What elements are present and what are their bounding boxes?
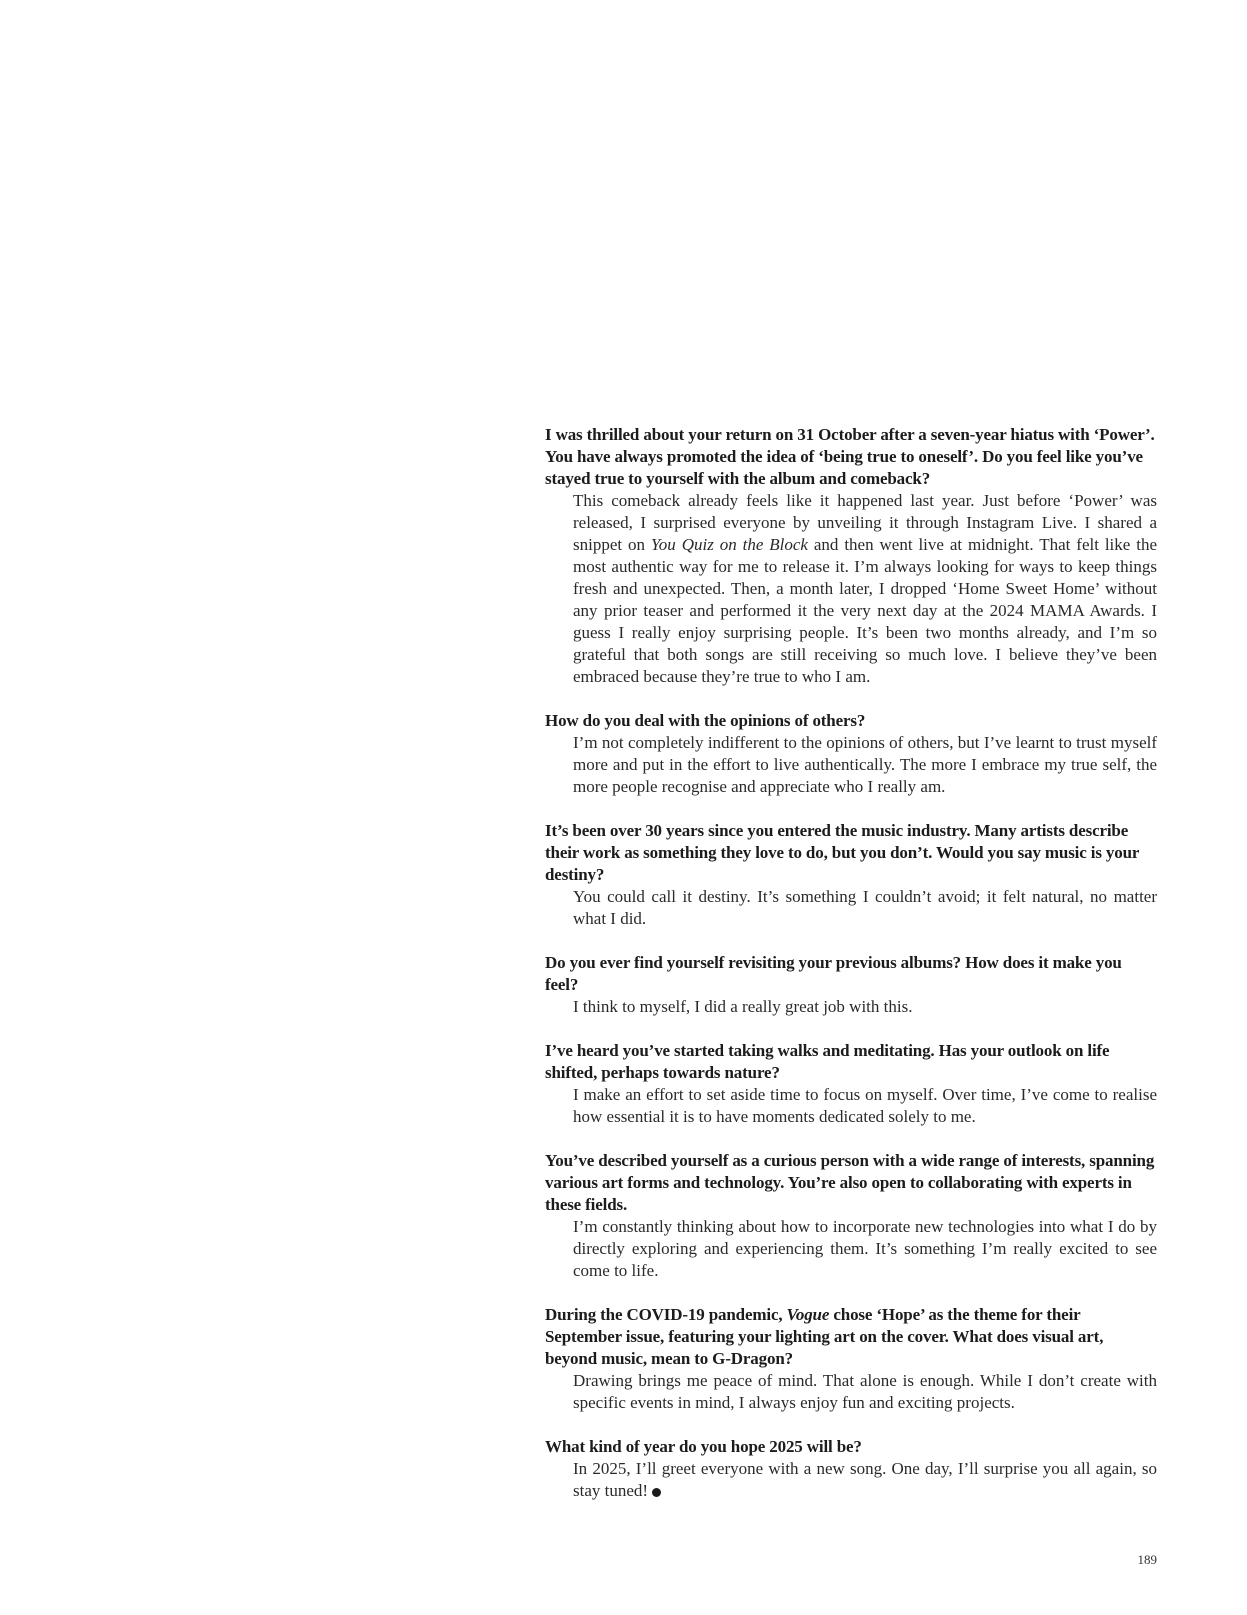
answer: I’m not completely indifferent to the opinions of others, but I’ve learnt to trust myself more and put in the effort to live authentically. The more I embrace my true self, the more people recognise and appreciate who I really am. <box>573 733 1157 796</box>
end-mark-icon <box>652 1488 661 1497</box>
question: How do you deal with the opinions of others? <box>545 711 866 730</box>
magazine-title: Vogue <box>786 1305 830 1324</box>
answer: I’m constantly thinking about how to incorporate new technologies into what I do by directly exploring and experiencing them. It’s something I’m really excited to see come to life. <box>573 1217 1157 1280</box>
qa-block <box>545 424 1157 688</box>
qa-block <box>545 952 1157 1018</box>
question <box>545 1304 1157 1370</box>
answer: Drawing brings me peace of mind. That alone is enough. While I don’t create with specific events in mind, I always enjoy fun and exciting projects. <box>573 1371 1157 1412</box>
qa-block <box>545 820 1157 930</box>
question: You’ve described yourself as a curious person with a wide range of interests, spanning various art forms and technology. You’re also open to collaborating with experts in these fields. <box>545 1151 1155 1214</box>
qa-block <box>545 1150 1157 1282</box>
question: It’s been over 30 years since you entered the music industry. Many artists describe their work as something they love to do, but you don’t. Would you say music is your destiny? <box>545 821 1139 884</box>
interview-article <box>545 424 1157 1524</box>
page-number: 189 <box>1137 1552 1157 1567</box>
question-text: chose ‘Hope’ as the theme for their September issue, featuring your lighting art on the cover. What does visual art, beyond music, mean to G-Dragon? <box>545 1305 1104 1368</box>
answer: I think to myself, I did a really great job with this. <box>573 997 913 1016</box>
qa-block <box>545 1304 1157 1414</box>
answer-text: and then went live at midnight. That felt like the most authentic way for me to release it. I’m always looking for ways to keep things fresh and unexpected. Then, a month later, I dropped ‘Home Sweet Home’ without any prior teaser and performed it the very next day at the 2024 MAMA Awards. I guess I really enjoy surprising people. It’s been two months already, and I’m so grateful that both songs are still receiving so much love. I believe they’ve been embraced because they’re true to who I am. <box>573 535 1157 686</box>
question-text: During the COVID-19 pandemic, <box>545 1305 787 1324</box>
show-title: You Quiz on the Block <box>650 535 808 554</box>
answer <box>573 490 1157 688</box>
qa-block <box>545 710 1157 798</box>
answer: You could call it destiny. It’s something I couldn’t avoid; it felt natural, no matter what I did. <box>573 887 1157 928</box>
qa-block <box>545 1436 1157 1502</box>
question: What kind of year do you hope 2025 will be? <box>545 1437 862 1456</box>
answer: I make an effort to set aside time to focus on myself. Over time, I’ve come to realise how essential it is to have moments dedicated solely to me. <box>573 1085 1157 1126</box>
question: I was thrilled about your return on 31 October after a seven-year hiatus with ‘Power’. You have always promoted the idea of ‘being true to oneself’. Do you feel like you’ve stayed true to yourself with the album and comeback? <box>545 425 1155 488</box>
qa-block <box>545 1040 1157 1128</box>
answer-text: In 2025, I’ll greet everyone with a new song. One day, I’ll surprise you all again, so stay tuned! <box>573 1459 1157 1500</box>
answer <box>573 1458 1157 1502</box>
question: I’ve heard you’ve started taking walks and meditating. Has your outlook on life shifted, perhaps towards nature? <box>545 1041 1110 1082</box>
question: Do you ever find yourself revisiting your previous albums? How does it make you feel? <box>545 953 1122 994</box>
answer-text: This comeback already feels like it happened last year. Just before ‘Power’ was released, I surprised everyone by unveiling it through Instagram Live. I shared a snippet on <box>573 491 1157 554</box>
